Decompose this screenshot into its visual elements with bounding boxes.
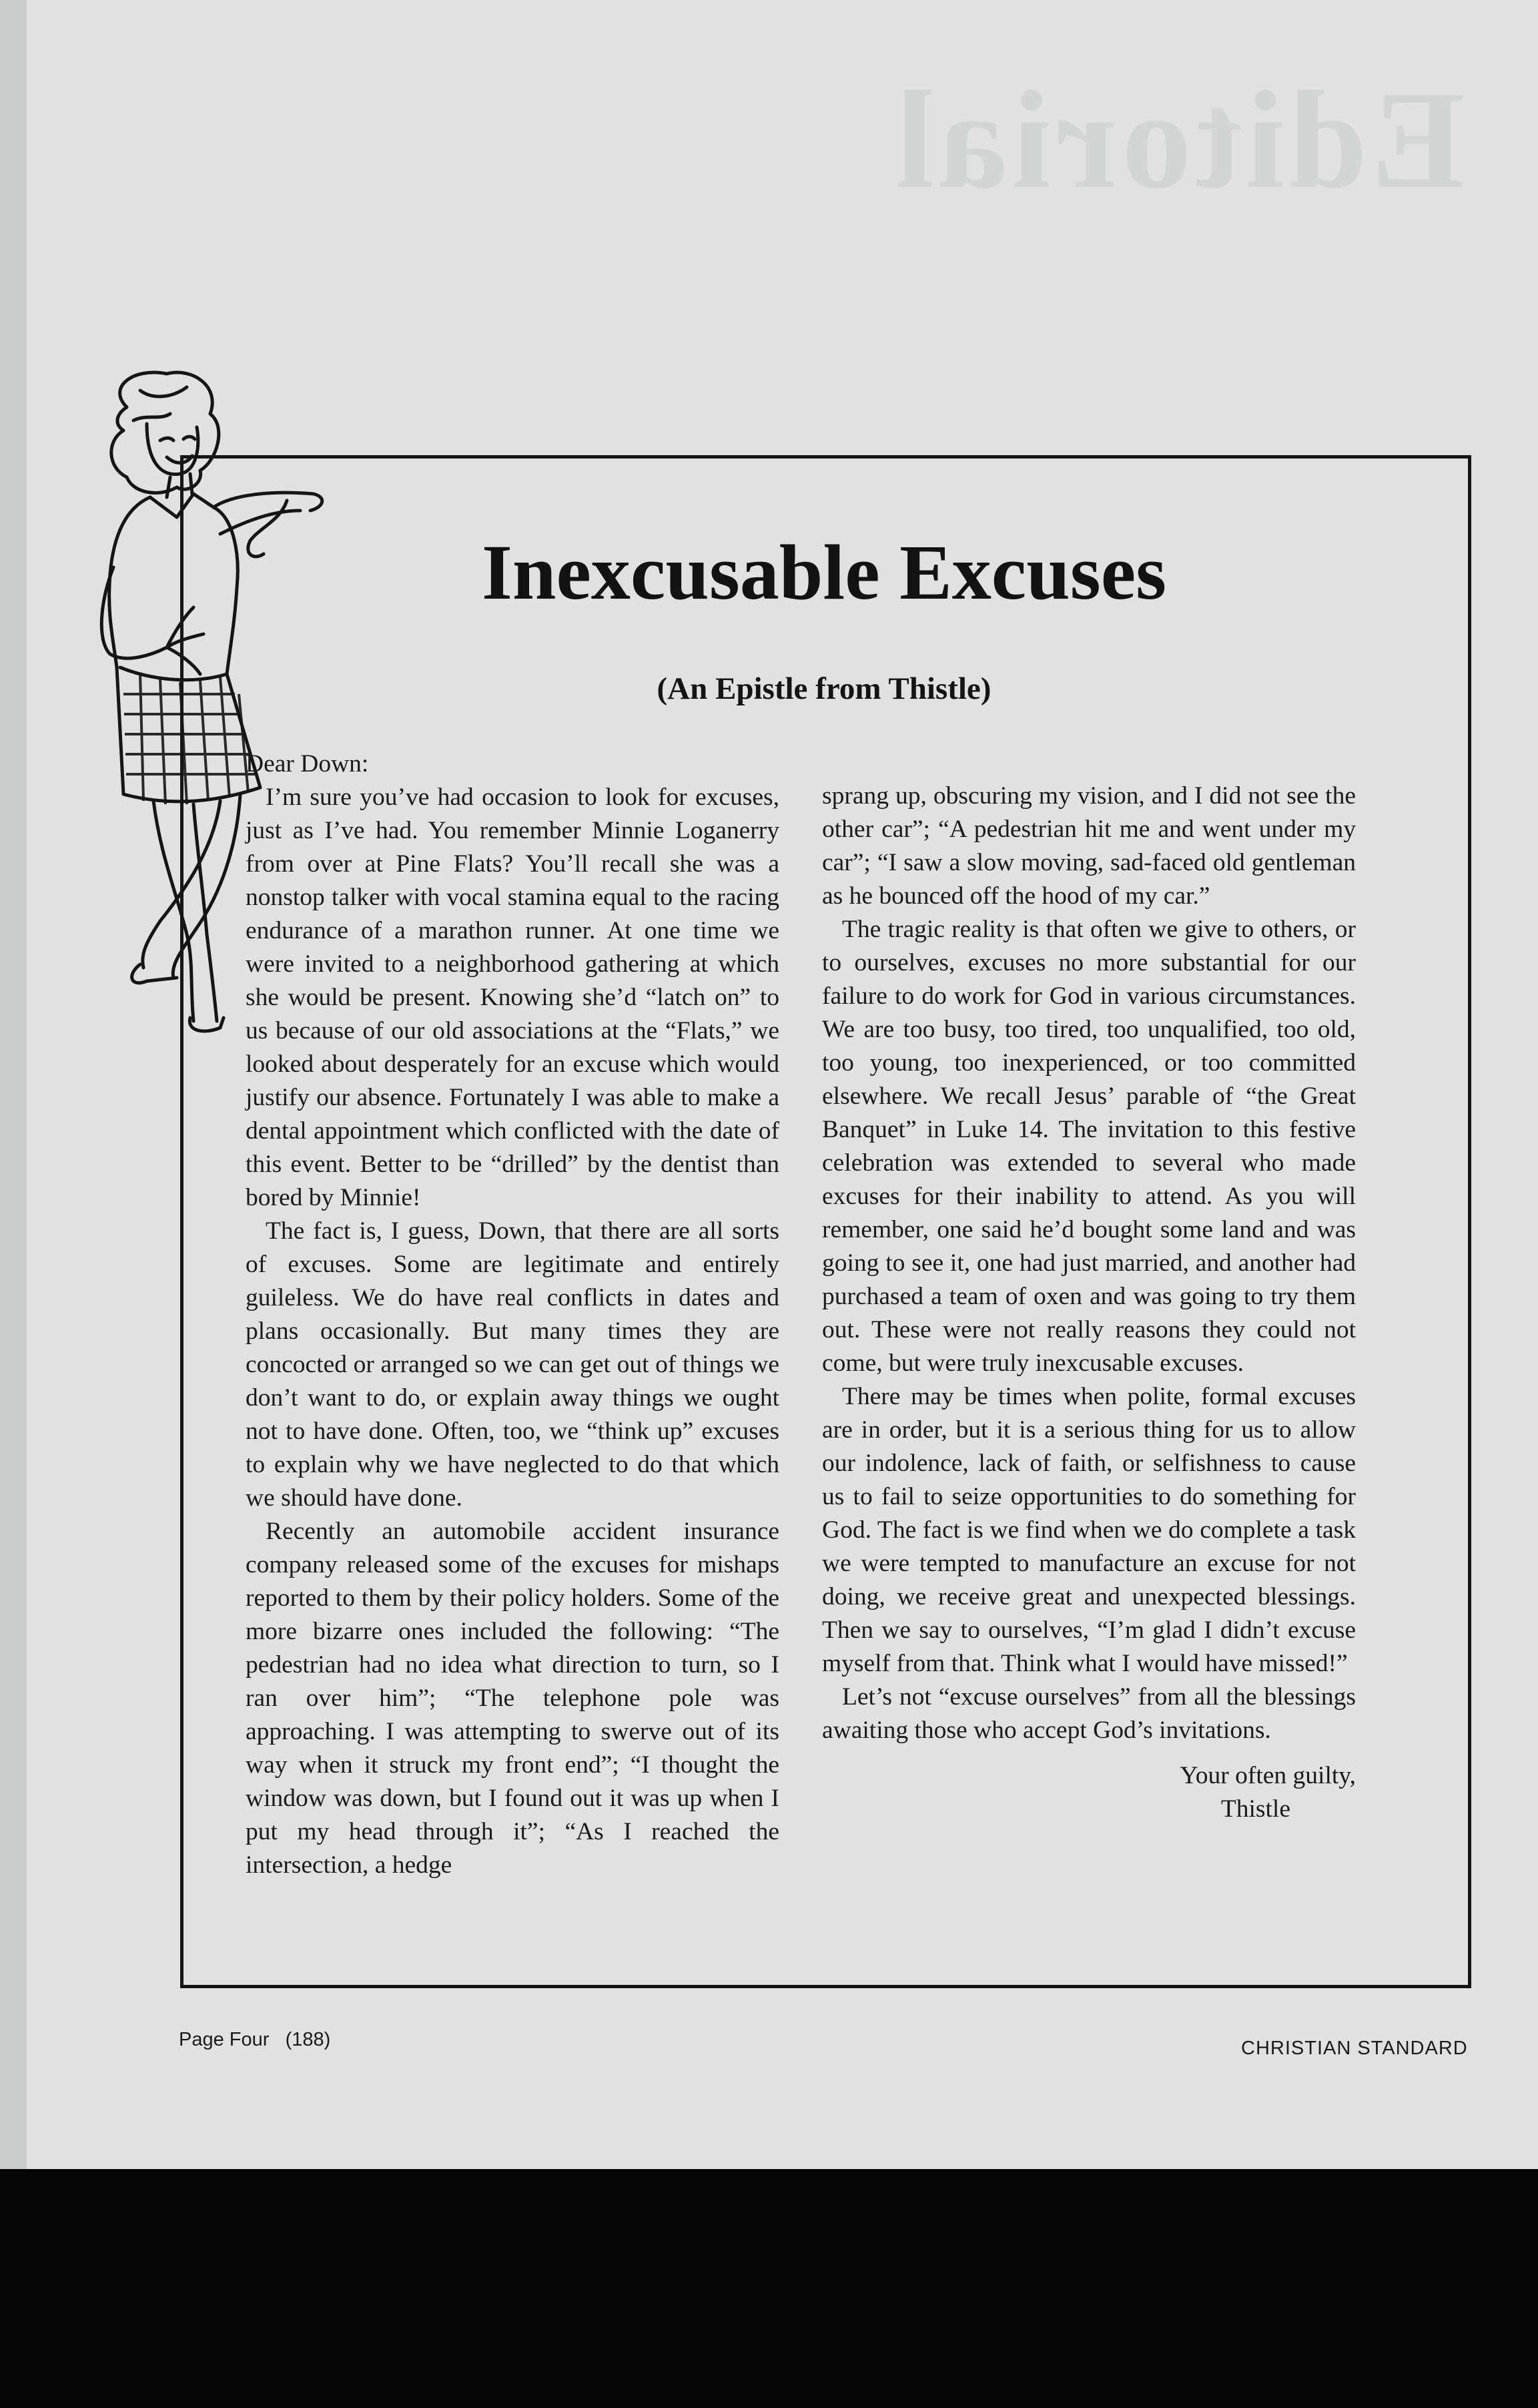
- paragraph: Let’s not “excuse ourselves” from all the blessings awaiting those who accept God’s invitations.: [822, 1683, 1356, 1744]
- article-column-left: [246, 747, 779, 1882]
- salutation: Dear Down:: [246, 750, 369, 778]
- article-column-right: [822, 780, 1356, 1826]
- paragraph: Recently an automobile accident insurance company released some of the excuses for mishaps reported to them by their policy holders. Some of the more bizarre ones included the following: “The pedestrian had no idea what direction to turn, so I ran over him”; “The telephone pole was approaching. I was attempting to swerve out of its way when it struck my front end”; “I thought the window was down, but I found out it was up when I put my head through it”; “As I reached the intersection, a hedge: [246, 1518, 779, 1879]
- paragraph: sprang up, obscuring my vision, and I did not see the other car”; “A pedestrian hit me and went under my car”; “I saw a slow moving, sad-faced old gentleman as he bounced off the hood of my car.”: [822, 782, 1356, 910]
- article-title: Inexcusable Excuses: [481, 529, 1167, 616]
- paragraph: The tragic reality is that often we give to others, or to ourselves, excuses no more substantial for our failure to do work for God in various circumstances. We are too busy, too tired, too unqualified, too old, too young, too inexperienced, or too committed elsewhere. We recall Jesus’ parable of “the Great Banquet” in Luke 14. The invitation to this festive celebration was extended to several who made excuses for their inability to attend. As you will remember, one said he’d bought some land and was going to see it, one had just married, and another had purchased a team of oxen and was going to try them out. These were not really reasons they could not come, but were truly inexcusable excuses.: [822, 916, 1356, 1377]
- paragraph: I’m sure you’ve had occasion to look for excuses, just as I’ve had. You remember Minnie Loganerry from over at Pine Flats? You’ll recall she was a nonstop talker with vocal stamina equal to the racing endurance of a marathon runner. At one time we were invited to a neighborhood gathering at which she would be present. Knowing she’d “latch on” to us because of our old associations at the “Flats,” we looked about desperately for an excuse which would justify our absence. Fortunately I was able to make a dental appointment which conflicted with the date of this event. Better to be “drilled” by the dentist than bored by Minnie!: [246, 784, 779, 1211]
- publication-name: CHRISTIAN STANDARD: [1241, 2038, 1468, 2059]
- closing: Your often guilty,: [1180, 1762, 1356, 1789]
- bleed-through-heading: Editorial: [891, 63, 1465, 218]
- page-number: Page Four (188): [179, 2029, 331, 2050]
- article-subtitle: (An Epistle from Thistle): [657, 671, 992, 706]
- scan-background: [0, 2169, 1538, 2408]
- signature: Thistle: [1220, 1795, 1290, 1823]
- paragraph: There may be times when polite, formal excuses are in order, but it is a serious thing for us to allow our indolence, lack of faith, or selfishness to cause us to fail to seize opportunities to do something for God. The fact is we find when we do complete a task we were tempted to manufacture an excuse for not doing, we receive great and unexpected blessings. Then we say to ourselves, “I’m glad I didn’t excuse myself from that. Think what I would have missed!”: [822, 1383, 1356, 1677]
- paragraph: The fact is, I guess, Down, that there are all sorts of excuses. Some are legitimate and entirely guileless. We do have real conflicts in dates and plans occasionally. But many times they are concocted or arranged so we can get out of things we don’t want to do, or explain away things we ought not to have done. Often, too, we “think up” excuses to explain why we have neglected to do that which we should have done.: [246, 1217, 779, 1512]
